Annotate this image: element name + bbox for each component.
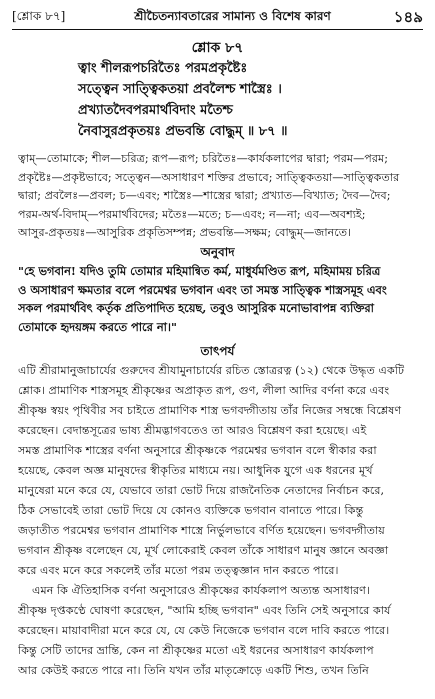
- wbw-line: ত্বাম্—তোমাকে; শীল—চরিত্র; রূপ—রূপ; চরিতৈঃ—কার্যকলাপের দ্বারা; পরম—পরম;: [18, 152, 389, 165]
- purport-line: আর কেউই করতে পারে না। তিনি যখন তাঁর মাতৃক্রোড়ে একটি শিশু, তখন তিনি: [18, 664, 369, 677]
- verse-line: প্রখ্যাতদৈবপরমার্থবিদাং মতৈশ্চ: [78, 103, 233, 118]
- wbw-line: দ্বারা; প্রবলৈঃ—প্রবল; চ—এবং; শাস্ত্রৈঃ—শাস্ত্রের দ্বারা; প্রখ্যাত—বিখ্যাত; দৈব—দৈব;: [18, 189, 391, 202]
- verse-title: শ্লোক ৮৭: [191, 40, 244, 56]
- purport-line: শ্রীকৃষ্ণ দৃপ্তকণ্ঠে ঘোষণা করেছেন, "আমি হচ্ছি ভগবান" এবং তিনি সেই অনুসারে কার্য: [18, 604, 391, 617]
- translation-line: "হে ভগবান! যদিও তুমি তোমার মহিমান্বিত কর্ম, মাধুর্যমণ্ডিত রূপ, মহিমাময় চরিত্র: [18, 264, 381, 278]
- word-by-word: [18, 150, 421, 243]
- purport-line: সমস্ত প্রামাণিক শাস্ত্রের বর্ণনা অনুসারে শ্রীকৃষ্ণকে পরমেশ্বর ভগবান বলে স্বীকার করা: [18, 444, 377, 457]
- translation: [18, 262, 421, 336]
- translation-line: ও অসাধারণ ক্ষমতার বলে পরমেশ্বর ভগবান এবং তা সমস্ত সাত্ত্বিক শাস্ত্রসমূহ এবং: [18, 282, 387, 297]
- translation-heading: অনুবাদ: [200, 245, 235, 259]
- chapter-title: শ্রীচৈতন্যাবতারের সামান্য ও বিশেষ কারণ: [134, 9, 331, 23]
- translation-line: সকল পরমার্থবিৎ কর্তৃক প্রতিপাদিত হয়েছ, তবুও আসুরিক মনোভাবাপন্ন ব্যক্তিরা: [18, 301, 374, 315]
- purport: [18, 361, 421, 681]
- verse-line: নৈবাসুরপ্রকৃতয়ঃ প্রভবন্তি বোদ্ধুম্ ॥ ৮৭ ॥: [78, 124, 288, 139]
- purport-line: করে এবং মনে করে সকলেই তাঁর মতো পরম তত্ত্বজ্ঞান দান করতে পারে।: [18, 564, 339, 577]
- sanskrit-verse: [78, 58, 415, 142]
- verse-line: সত্ত্বেন সাত্ত্বিকতয়া প্রবলৈশ্চ শাস্ত্রৈঃ ।: [78, 82, 282, 97]
- wbw-line: পরম-অর্থ-বিদাম্—পরমার্থবিদের; মতৈঃ—মতে; চ—এবং; ন—না; এব—অবশ্যই;: [18, 207, 366, 221]
- purport-line: এমন কি ঐতিহাসিক বর্ণনা অনুসারেও শ্রীকৃষ্ণের কার্যকলাপ অত্যন্ত অসাধারণ।: [32, 584, 370, 597]
- purport-line: শ্লোক। প্রামাণিক শাস্ত্রসমূহ শ্রীকৃষ্ণের অপ্রাকৃত রূপ, গুণ, লীলা আদির বর্ণনা করে এবং: [18, 384, 390, 397]
- purport-line: ঠিক সেভাবেই তারা ভোট দিয়ে যে কোনও ব্যক্তিকে ভগবান বানাতে পারে। কিন্তু: [18, 504, 364, 517]
- purport-line: করেছেন। মায়াবাদীরা মনে করে যে, যে কেউ নিজেকে ভগবান বলে দাবি করতে পারে।: [18, 624, 390, 637]
- purport-line: ভগবান শ্রীকৃষ্ণ বলেছেন যে, মূর্খ লোকেরাই কেবল তাঁকে সাধারণ মানুষ জ্ঞানে অবজ্ঞা: [18, 544, 389, 557]
- purport-line: এটি শ্রীরামানুজাচার্যের গুরুদেব শ্রীযামুনাচার্যের রচিত স্তোত্ররত্ন (১২) থেকে উদ্ধৃত একটি: [18, 364, 405, 377]
- verse-reference: [শ্লোক ৮৭]: [12, 9, 66, 23]
- page-header: [12, 6, 423, 28]
- purport-line: কিন্তু সেটি তাদের ভ্রান্তি, কেন না শ্রীকৃষ্ণের মতো এই ধরনের অসাধারণ কার্যকলাপ: [18, 644, 374, 657]
- wbw-line: আসুর-প্রকৃতয়ঃ—আসুরিক প্রকৃতিসম্পন্ন; প্রভবন্তি—সক্ষম; বোদ্ধুম্—জানতে।: [18, 226, 352, 239]
- purport-line: মানুষেরা মনে করে যে, যেভাবে তারা ভোট দিয়ে রাজনৈতিক নেতাদের নির্বাচন করে,: [18, 484, 385, 497]
- wbw-line: প্রকৃষ্টৈঃ—প্রকৃষ্টভাবে; সত্ত্বেন—অসাধারণ শক্তির প্রভাবে; সাত্ত্বিকতয়া—সাত্ত্বিকতার: [18, 170, 400, 184]
- header-divider: [12, 29, 423, 30]
- purport-heading: তাৎপর্য: [200, 344, 235, 358]
- translation-line: তোমাকে হৃদয়ঙ্গম করতে পারে না।": [18, 319, 177, 334]
- purport-line: হয়েছে, কেবল অজ্ঞ মানুষদের স্বীকৃতির মাধ্যমে নয়। আধুনিক যুগে এক ধরনের মূর্খ: [18, 464, 373, 477]
- purport-line: শ্রীকৃষ্ণ স্বয়ং পৃথিবীর সব চাইতে প্রামাণিক শাস্ত্র ভগবদ্গীতায় তাঁর নিজের সম্বন্ধে বিশ্লেষণ: [18, 404, 402, 417]
- verse-line: ত্বাং শীলরূপচরিতৈঃ পরমপ্রকৃষ্টৈঃ: [78, 61, 248, 76]
- purport-line: করেছেন। বেদান্তসূত্রের ভাষ্য শ্রীমদ্ভাগবতেও তা আরও বিশ্লেষণ করা হয়েছে। এই: [18, 424, 367, 437]
- purport-line: জড়াতীত পরমেশ্বর ভগবান প্রামাণিক শাস্ত্রে নির্ভুলভাবে বর্ণিত হয়েছেন। ভগবদ্গীতায়: [18, 524, 385, 537]
- page-number: ১৪৯: [393, 8, 423, 26]
